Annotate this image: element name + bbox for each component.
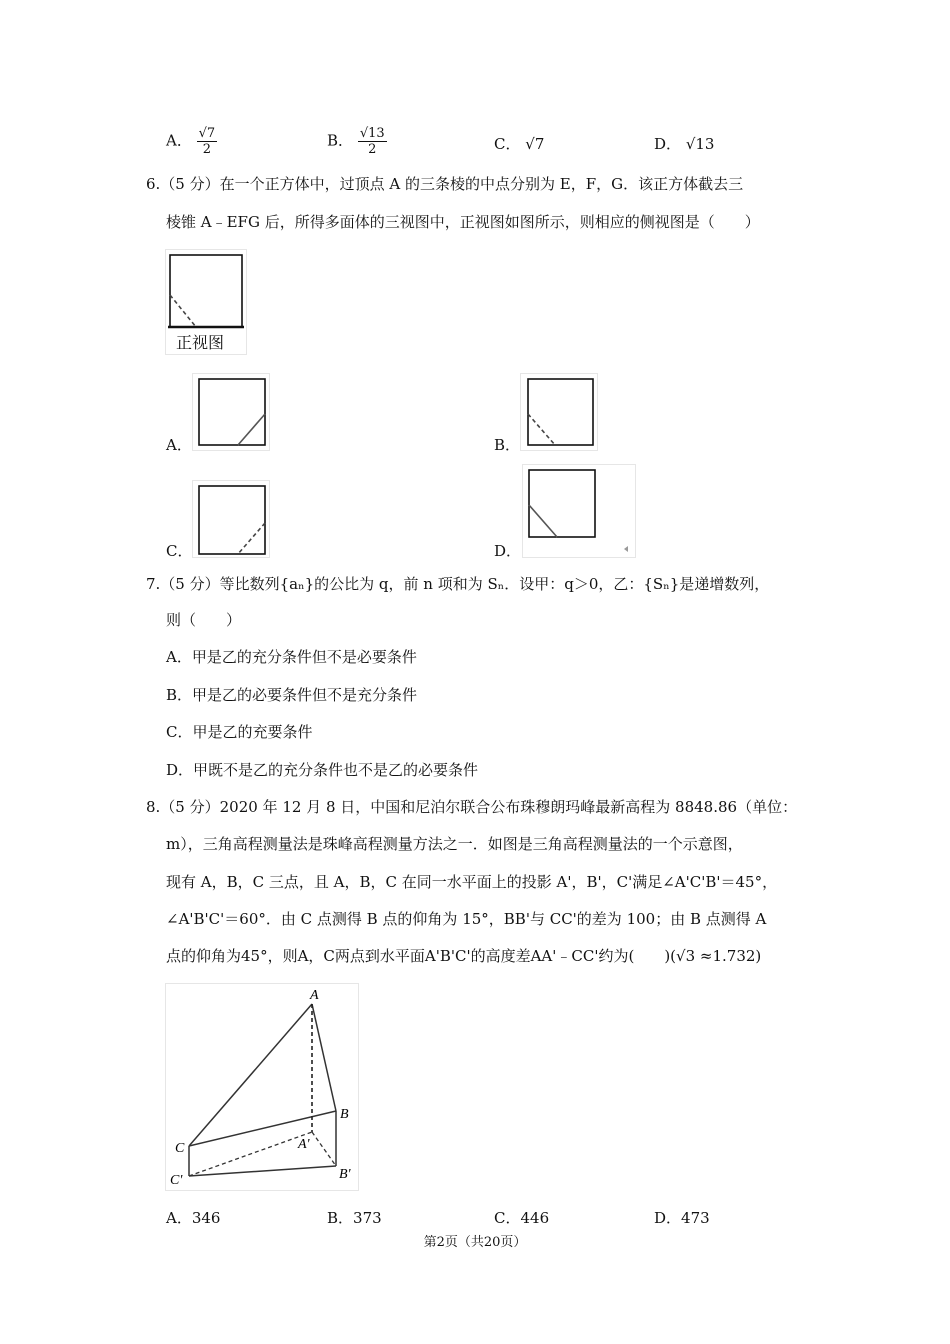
point-c-label: C xyxy=(175,1141,185,1156)
q6-option-d-figure xyxy=(522,464,636,558)
q5-option-c xyxy=(494,134,544,154)
q6-option-b-figure xyxy=(520,373,598,451)
q8-stem-line2: m），三角高程测量法是珠峰高程测量方法之一．如图是三角高程测量法的一个示意图， xyxy=(166,835,743,853)
q7-option-d: D．甲既不是乙的充分条件也不是乙的必要条件 xyxy=(166,761,479,779)
q8-stem-line5: 点的仰角为45°，则A，C两点到水平面A'B'C'的高度差AA'﹣CC'约为( )(√3 ≈1.732) xyxy=(166,947,762,965)
q8-stem-line1: 8.（5 分）2020 年 12 月 8 日，中国和尼泊尔联合公布珠穆朗玛峰最新高程为 8848.86（单位： xyxy=(146,798,798,816)
denominator: 2 xyxy=(368,142,377,157)
q7-option-c: C．甲是乙的充要条件 xyxy=(166,723,313,741)
q8-option-a: A．346 xyxy=(166,1209,221,1227)
q5-option-a xyxy=(166,126,217,157)
q8-option-b: B．373 xyxy=(327,1209,382,1227)
q7-stem-line1: 7.（5 分）等比数列{aₙ}的公比为 q，前 n 项和为 Sₙ．设甲：q＞0，乙：{Sₙ}是递增数列， xyxy=(146,575,770,593)
q6-stem-line1: 6.（5 分）在一个正方体中，过顶点 A 的三条棱的中点分别为 E，F，G．该正方体截去三 xyxy=(146,175,744,193)
point-c-prime-label: C' xyxy=(170,1173,183,1188)
q6-option-a-label: A． xyxy=(166,436,192,454)
q5-option-d xyxy=(654,134,714,154)
numerator: √13 xyxy=(359,126,385,141)
q6-option-c-label: C． xyxy=(166,542,193,560)
point-a-label: A xyxy=(310,988,319,1003)
front-view-label: 正视图 xyxy=(176,333,225,352)
option-letter: C． xyxy=(494,135,521,153)
fraction xyxy=(197,126,218,157)
point-b-label: B xyxy=(340,1107,349,1122)
q5-option-b xyxy=(327,126,387,157)
side-view-a-diagram xyxy=(193,374,269,450)
point-b-prime-label: B' xyxy=(339,1167,351,1182)
front-view-figure xyxy=(165,249,247,355)
option-value: √13 xyxy=(685,135,715,153)
q6-option-a-figure xyxy=(192,373,270,451)
q6-option-d-label: D． xyxy=(494,542,522,560)
q8-stem-line4: ∠A'B'C'＝60°．由 C 点测得 B 点的仰角为 15°，BB'与 CC'的差为 100；由 B 点测得 A xyxy=(166,910,767,928)
side-view-c-diagram xyxy=(193,481,269,557)
q8-option-c: C．446 xyxy=(494,1209,550,1227)
side-view-d-diagram xyxy=(523,465,635,557)
q6-stem-line2: 棱锥 A﹣EFG 后，所得多面体的三视图中，正视图如图所示，则相应的侧视图是（ ） xyxy=(166,213,760,231)
option-value: √7 xyxy=(525,135,545,153)
q8-option-d: D．473 xyxy=(654,1209,710,1227)
q7-option-b: B．甲是乙的必要条件但不是充分条件 xyxy=(166,686,418,704)
q6-option-c-figure xyxy=(192,480,270,558)
q8-stem-line3: 现有 A，B，C 三点，且 A，B，C 在同一水平面上的投影 A'，B'，C'满足∠A'C'B'＝45°， xyxy=(166,873,778,891)
triangulation-diagram xyxy=(166,984,358,1190)
option-letter: D． xyxy=(654,135,682,153)
page-footer: 第2页（共20页） xyxy=(423,1235,527,1250)
fraction xyxy=(358,126,387,157)
side-view-b-diagram xyxy=(521,374,597,450)
triangulation-figure xyxy=(165,983,359,1191)
q7-stem-line2: 则（ ） xyxy=(166,611,242,629)
option-letter: A． xyxy=(166,131,192,150)
q6-option-b-label: B． xyxy=(494,436,521,454)
denominator: 2 xyxy=(202,142,212,157)
numerator: √7 xyxy=(198,126,216,141)
point-a-prime-label: A' xyxy=(298,1137,310,1152)
option-letter: B． xyxy=(327,131,354,150)
q7-option-a: A．甲是乙的充分条件但不是必要条件 xyxy=(166,648,417,666)
